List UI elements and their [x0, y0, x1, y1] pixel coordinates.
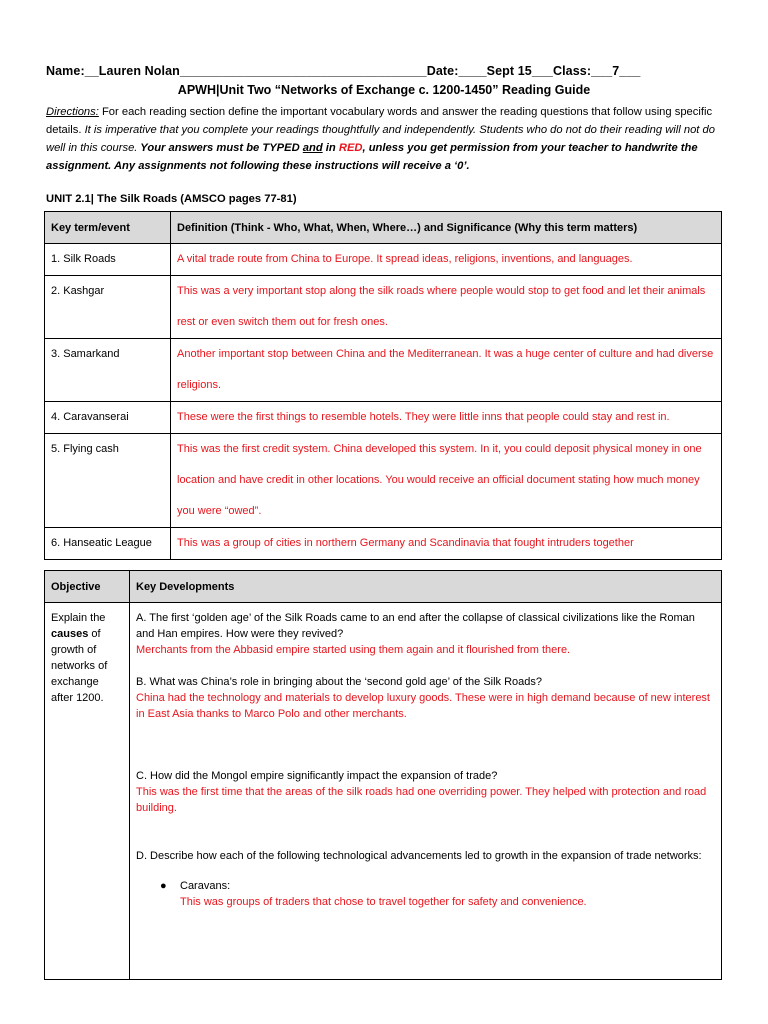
- objective-causes: causes: [51, 628, 89, 640]
- document-title: APWH|Unit Two “Networks of Exchange c. 1200-1450” Reading Guide: [177, 83, 591, 97]
- directions-text-3e: , unless you get permission from your teacher to handwrite the assignment. Any assignments not following these instructions will receive a ‘0’.: [46, 142, 698, 172]
- objectives-header-row: [45, 571, 722, 603]
- definition-cell: These were the first things to resemble hotels. They were little inns that people could stay and rest in.: [171, 402, 722, 434]
- term-cell: 5. Flying cash: [45, 434, 171, 528]
- term-cell: 6. Hanseatic League: [45, 528, 171, 560]
- directions-label: Directions:: [46, 106, 99, 118]
- table-row: [45, 339, 722, 402]
- term-cell: 3. Samarkand: [45, 339, 171, 402]
- vocab-col-term: Key term/event: [45, 212, 171, 244]
- bullet-icon: ●: [160, 880, 167, 892]
- question-d: D. Describe how each of the following technological advancements led to growth in the expansion of trade networks:: [136, 850, 702, 862]
- unit-heading: UNIT 2.1| The Silk Roads (AMSCO pages 77-81): [46, 193, 297, 205]
- answer-a: Merchants from the Abbasid empire started using them again and it flourished from there.: [136, 644, 571, 656]
- directions-red-word: RED: [338, 142, 363, 154]
- directions-text-1: For each reading section define the important vocabulary words and answer the reading questions that follow using specific details.: [46, 106, 713, 136]
- objective-text-a: Explain the: [51, 612, 106, 624]
- definition-cell: This was a group of cities in northern Germany and Scandinavia that fought intruders together: [171, 528, 722, 560]
- directions-text-3a: Your answers must be TYPED: [137, 142, 303, 154]
- table-row: [45, 244, 722, 276]
- directions-paragraph: [46, 103, 726, 175]
- bullet-label: Caravans:: [180, 880, 231, 892]
- vocab-col-definition: Definition (Think - Who, What, When, Where…) and Significance (Why this term matters): [171, 212, 722, 244]
- question-b: B. What was China’s role in bringing about the ‘second gold age’ of the Silk Roads?: [136, 676, 543, 688]
- table-row: [45, 276, 722, 339]
- answer-c: This was the first time that the areas of the silk roads had one overriding power. They helped with protection and road building.: [136, 786, 707, 814]
- definition-cell: Another important stop between China and the Mediterranean. It was a huge center of culture and had diverse religions.: [171, 339, 722, 402]
- objective-cell: [45, 603, 130, 980]
- table-row: [45, 402, 722, 434]
- table-row: [45, 528, 722, 560]
- definition-cell: This was a very important stop along the silk roads where people would stop to get food and let their animals rest or even switch them out for fresh ones.: [171, 276, 722, 339]
- objectives-col-developments: Key Developments: [130, 571, 722, 603]
- question-a: A. The first ‘golden age’ of the Silk Roads came to an end after the collapse of classical civilizations like the Roman and Han empires. How were they revived?: [136, 612, 695, 640]
- table-row: [45, 434, 722, 528]
- term-cell: 2. Kashgar: [45, 276, 171, 339]
- answer-b: China had the technology and materials to develop luxury goods. These were in high demand because of new interest in East Asia thanks to Marco Polo and other merchants.: [136, 692, 710, 720]
- objectives-col-objective: Objective: [45, 571, 130, 603]
- name-date-class-line: Name:__Lauren Nolan___________________________________Date:____Sept 15___Class:___7___: [46, 64, 641, 78]
- vocab-header-row: [45, 212, 722, 244]
- term-cell: 4. Caravanserai: [45, 402, 171, 434]
- directions-text-2: It is imperative that you complete your readings thoughtfully and independently. Students who do not do their reading will not do well in this course.: [46, 124, 715, 154]
- directions-text-3c: in: [322, 142, 339, 154]
- definition-cell: A vital trade route from China to Europe. It spread ideas, religions, inventions, and languages.: [171, 244, 722, 276]
- term-cell: 1. Silk Roads: [45, 244, 171, 276]
- question-c: C. How did the Mongol empire significantly impact the expansion of trade?: [136, 770, 498, 782]
- table-row: [45, 603, 722, 980]
- definition-cell: This was the first credit system. China developed this system. In it, you could deposit physical money in one location and have credit in other locations. You would receive an official document stating how much money you were “owed”.: [171, 434, 722, 528]
- directions-text-3b: and: [302, 142, 323, 154]
- objectives-table: [44, 570, 722, 980]
- developments-cell: [130, 603, 722, 980]
- list-item: [160, 878, 715, 910]
- objective-text-c: of growth of networks of exchange after 1200.: [51, 628, 108, 704]
- bullet-answer: This was groups of traders that chose to travel together for safety and convenience.: [180, 896, 587, 908]
- vocab-table: [44, 211, 722, 560]
